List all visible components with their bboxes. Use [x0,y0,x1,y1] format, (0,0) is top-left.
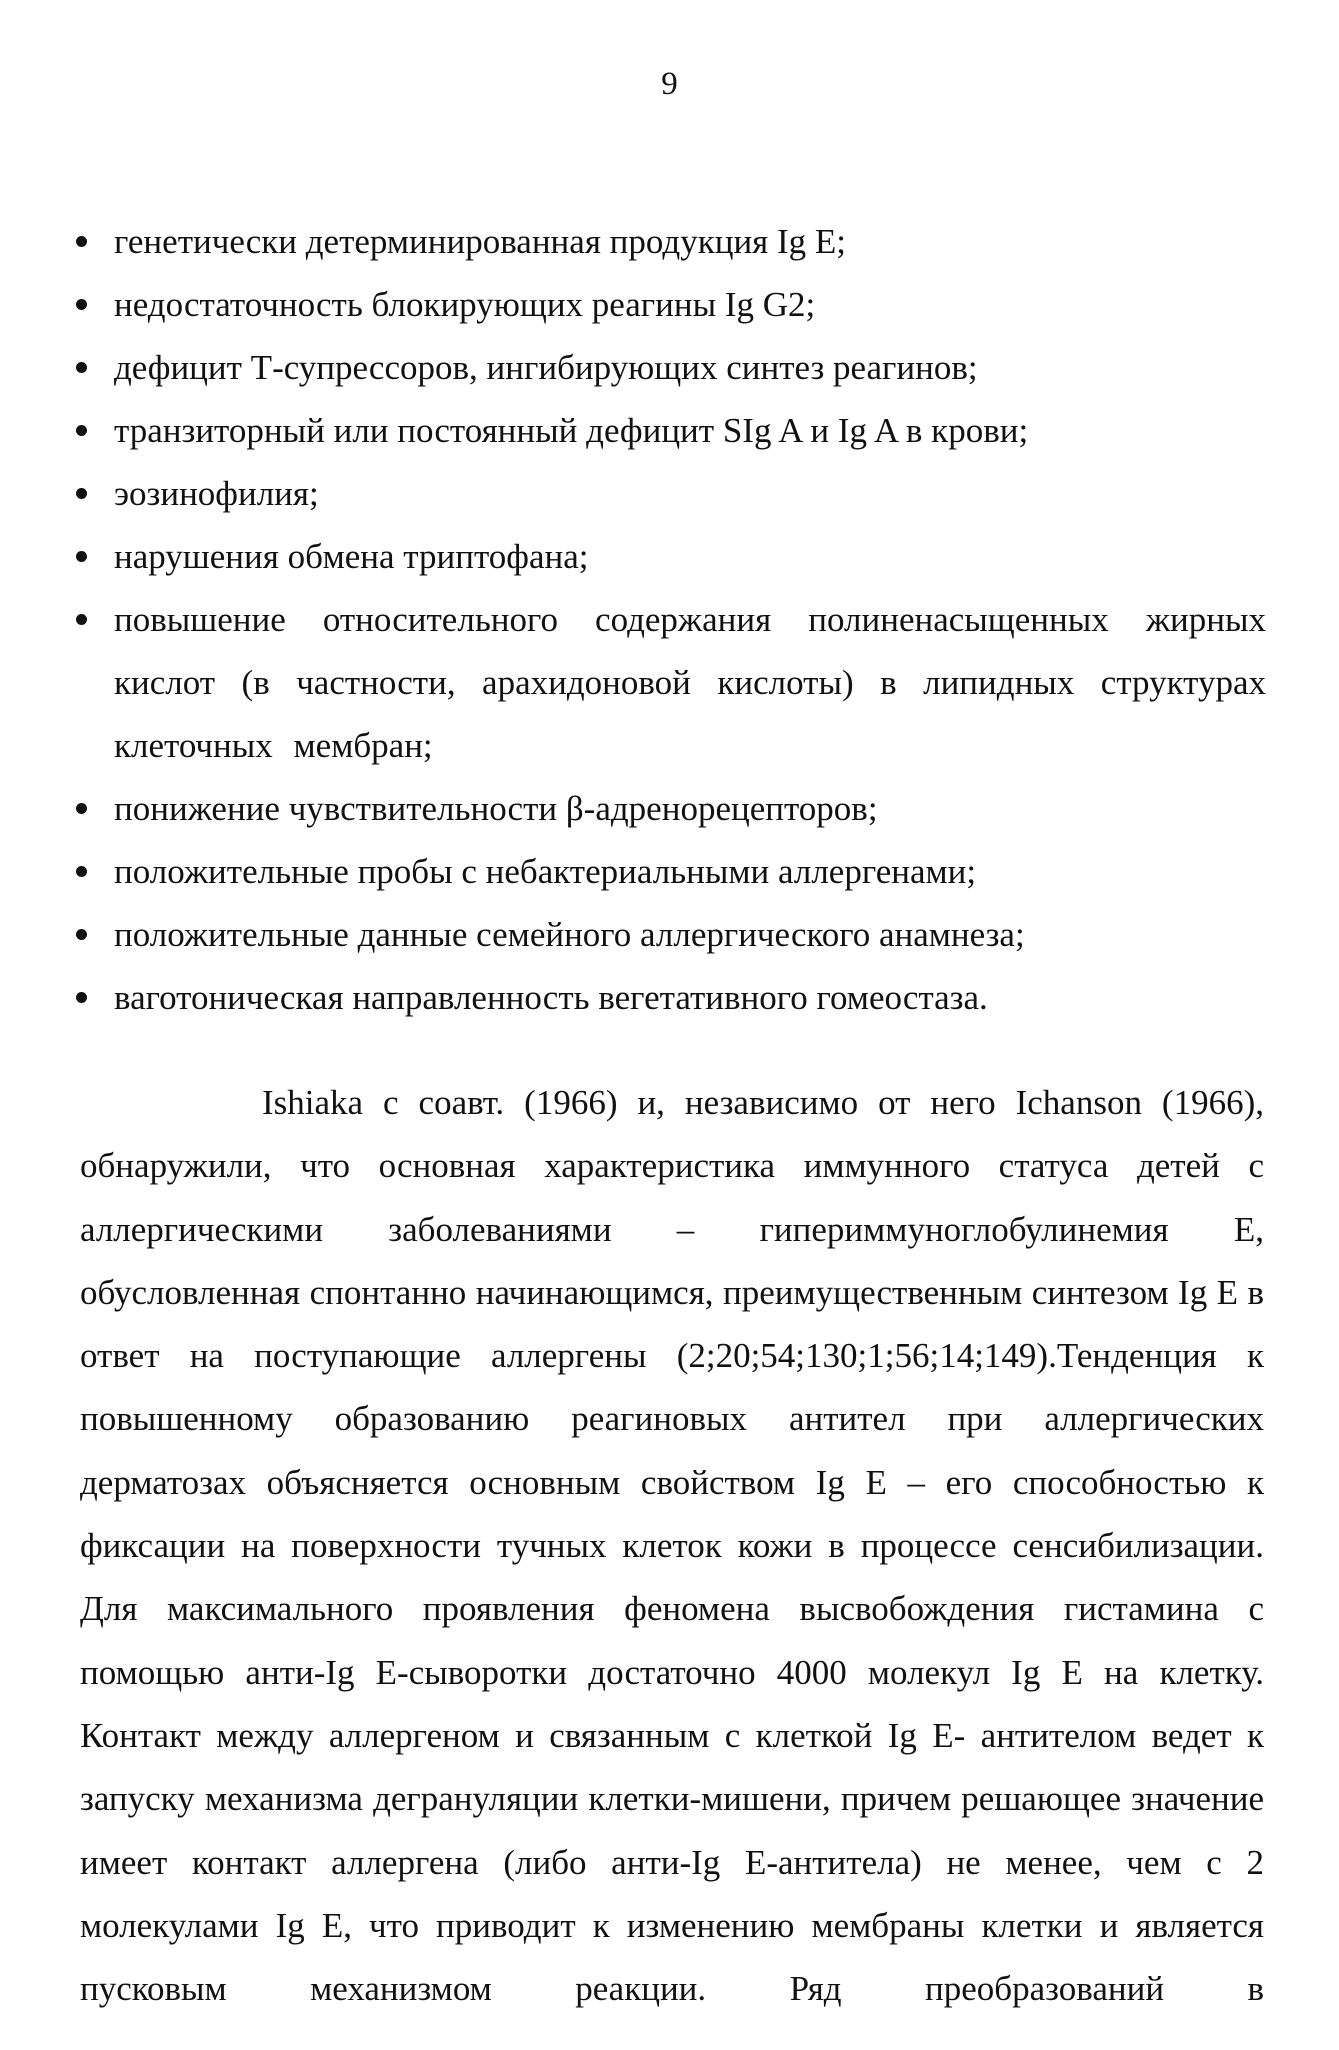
list-item-text: недостаточность блокирующих реагины Ig G2; [114,285,816,324]
bullet-list [76,210,1266,1029]
list-item-text: положительные пробы с небактериальными аллергенами; [114,852,977,891]
bullet-icon [76,362,87,373]
list-item [76,903,1266,966]
bullet-icon [76,425,87,436]
list-item [76,525,1266,588]
list-item [76,966,1266,1029]
list-item [76,273,1266,336]
list-item [76,777,1266,840]
bullet-icon [76,614,87,625]
bullet-icon [76,803,87,814]
list-item [76,588,1266,777]
bullet-icon [76,551,87,562]
list-item-text: нарушения обмена триптофана; [114,537,589,576]
list-item-text: дефицит Т-супрессоров, ингибирующих синтез реагинов; [114,348,978,387]
bullet-icon [76,929,87,940]
list-item-text: ваготоническая направленность вегетативного гомеостаза. [114,978,988,1017]
bullet-icon [76,299,87,310]
list-item [76,210,1266,273]
bullet-icon [76,992,87,1003]
list-item [76,840,1266,903]
list-item-text: повышение относительного содержания полиненасыщенных жирных кислот (в частности, арахидоновой кислоты) в липидных структурах клеточных мембран; [114,600,1266,765]
list-item-text: эозинофилия; [114,474,319,513]
list-item [76,399,1266,462]
body-paragraph: Ishiaka с соавт. (1966) и, независимо от него Ichanson (1966), обнаружили, что основная характеристика иммунного статуса детей с аллергическими заболеваниями – гипериммуноглобулинемия E, обусловленная спонтанно начинающимся, преимущественным синтезом Ig E в ответ на поступающие аллергены (2;20;54;130;1;56;14;149).Тенденция к повышенному образованию реагиновых антител при аллергических дерматозах объясняется основным свойством Ig E – его способностью к фиксации на поверхности тучных клеток кожи в процессе сенсибилизации. Для максимального проявления феномена высвобождения гистамина с помощью анти-Ig E-сыворотки достаточно 4000 молекул Ig E на клетку. Контакт между аллергеном и связанным с клеткой Ig E- антителом ведет к запуску механизма дегрануляции клетки-мишени, причем решающее значение имеет контакт аллергена (либо анти-Ig E-антитела) не менее, чем с 2 молекулами Ig E, что приводит к изменению мембраны клетки и является пусковым механизмом реакции. Ряд преобразований в [80,1083,1264,2009]
list-item [76,462,1266,525]
list-item-text: транзиторный или постоянный дефицит SIg A и Ig A в крови; [114,411,1029,450]
list-item-text: генетически детерминированная продукция Ig E; [114,222,847,261]
list-item [76,336,1266,399]
list-item-text: понижение чувствительности β-адренорецепторов; [114,789,878,828]
page-number: 9 [661,66,678,102]
bullet-icon [76,236,87,247]
bullet-icon [76,488,87,499]
bullet-icon [76,866,87,877]
list-item-text: положительные данные семейного аллергического анамнеза; [114,915,1025,954]
